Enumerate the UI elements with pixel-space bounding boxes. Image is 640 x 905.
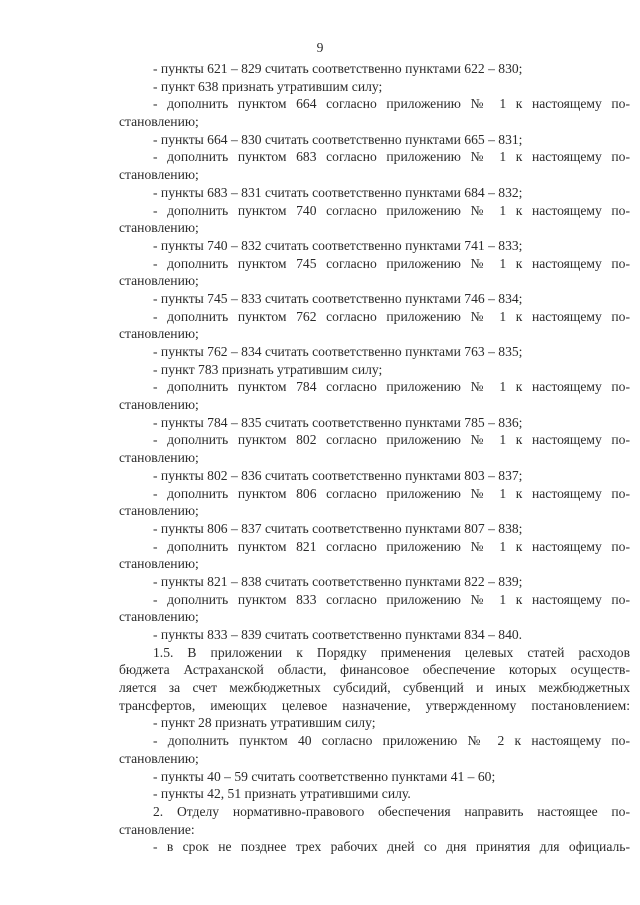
text-line: - дополнить пунктом 664 согласно приложению № 1 к настоящему по- (153, 96, 630, 112)
text-line: - дополнить пунктом 745 согласно приложению № 1 к настоящему по- (153, 255, 630, 271)
text-line: - дополнить пунктом 740 согласно приложению № 1 к настоящему по- (153, 202, 630, 218)
text-line: - дополнить пунктом 683 согласно приложению № 1 к настоящему по- (153, 149, 630, 165)
text-line: - пункты 806 – 837 считать соответственно пунктами 807 – 838; (153, 520, 523, 536)
text-line: - пункты 683 – 831 считать соответственно пунктами 684 – 832; (153, 184, 523, 200)
text-line: - пункты 802 – 836 считать соответственно пунктами 803 – 837; (153, 467, 523, 483)
text-line: - пункты 42, 51 признать утратившими силу. (153, 786, 411, 802)
text-line: - пункт 638 признать утратившим силу; (153, 78, 383, 94)
text-line: - пункт 783 признать утратившим силу; (153, 361, 383, 377)
text-line: 2. Отделу нормативно-правового обеспечения направить настоящее по- (153, 803, 630, 819)
text-line: - пункты 784 – 835 считать соответственно пунктами 785 – 836; (153, 414, 523, 430)
text-line: становлению; (119, 556, 199, 572)
text-line: - пункты 745 – 833 считать соответственно пунктами 746 – 834; (153, 290, 523, 306)
document-body (119, 60, 630, 856)
text-line: ляется за счет межбюджетных субсидий, субвенций и иных межбюджетных (119, 680, 630, 696)
text-line: - пункты 621 – 829 считать соответственно пунктами 622 – 830; (153, 61, 523, 76)
text-line: - дополнить пунктом 40 согласно приложению № 2 к настоящему по- (153, 733, 630, 749)
text-line: - в срок не позднее трех рабочих дней со дня принятия для официаль- (153, 839, 630, 855)
text-line: становлению; (119, 220, 199, 236)
text-line: 1.5. В приложении к Порядку применения целевых статей расходов (153, 644, 630, 660)
text-line: становлению; (119, 273, 199, 289)
text-line: становление: (119, 821, 195, 837)
text-line: становлению; (119, 326, 199, 342)
text-line: - дополнить пунктом 762 согласно приложению № 1 к настоящему по- (153, 308, 630, 324)
text-line: - пункты 664 – 830 считать соответственно пунктами 665 – 831; (153, 131, 523, 147)
text-line: - дополнить пунктом 821 согласно приложению № 1 к настоящему по- (153, 538, 630, 554)
text-line: - дополнить пунктом 784 согласно приложению № 1 к настоящему по- (153, 379, 630, 395)
page-number: 9 (316, 40, 324, 55)
text-line: становлению; (119, 503, 199, 519)
text-line: становлению; (119, 750, 199, 766)
text-line: бюджета Астраханской области, финансовое обеспечение которых осуществ- (119, 662, 630, 678)
text-line: - дополнить пунктом 806 согласно приложению № 1 к настоящему по- (153, 485, 630, 501)
text-line: - пункты 40 – 59 считать соответственно пунктами 41 – 60; (153, 768, 496, 784)
text-line: становлению; (119, 114, 199, 130)
text-line: становлению; (119, 450, 199, 466)
text-line: - дополнить пунктом 802 согласно приложению № 1 к настоящему по- (153, 432, 630, 448)
text-line: - дополнить пунктом 833 согласно приложению № 1 к настоящему по- (153, 591, 630, 607)
text-line: становлению; (119, 167, 199, 183)
text-line: - пункт 28 признать утратившим силу; (153, 715, 376, 731)
text-line: - пункты 762 – 834 считать соответственно пунктами 763 – 835; (153, 344, 523, 359)
text-line: - пункты 833 – 839 считать соответственно пунктами 834 – 840. (153, 627, 523, 642)
text-line: - пункты 821 – 838 считать соответственно пунктами 822 – 839; (153, 573, 523, 589)
text-line: - пункты 740 – 832 считать соответственно пунктами 741 – 833; (153, 237, 523, 253)
text-line: трансфертов, имеющих целевое назначение, утвержденному постановлением: (119, 697, 630, 713)
text-line: становлению; (119, 397, 199, 413)
text-line: становлению; (119, 609, 199, 625)
